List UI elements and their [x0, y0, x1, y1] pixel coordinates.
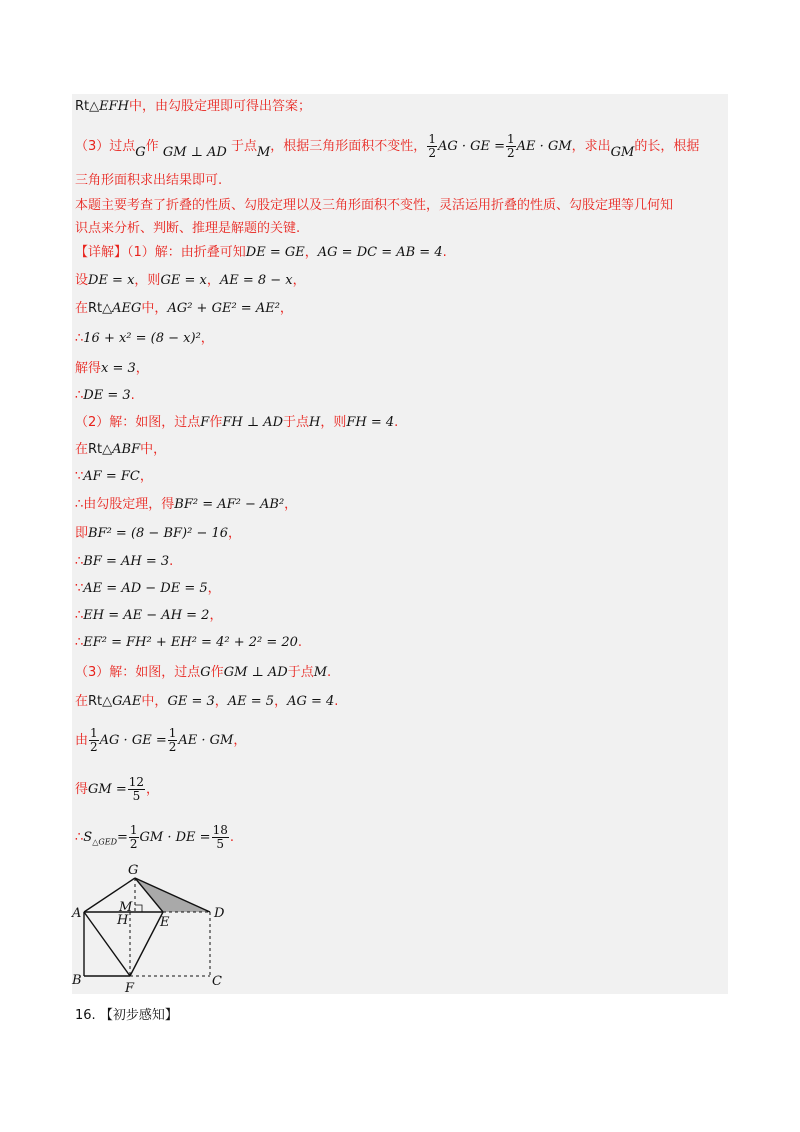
- fraction-half: $\frac{1}{2}$: [428, 132, 436, 160]
- fraction-half: $\frac{1}{2}$: [507, 132, 515, 160]
- text-segment: （3）过点: [75, 139, 136, 154]
- math-point-g: G: [135, 145, 146, 160]
- therefore-symbol: ∴: [75, 331, 84, 346]
- therefore-symbol: ∴: [75, 388, 84, 403]
- label-a: A: [72, 906, 82, 921]
- rt-triangle-label: Rt△: [75, 99, 100, 114]
- label-c: C: [212, 974, 222, 989]
- math-pythag: AG² + GE² = AE²: [167, 301, 280, 316]
- text-line-24: 得GM = $\frac{12}{5}$ ，: [75, 775, 160, 803]
- label-h: H: [117, 913, 129, 928]
- math-eq-left: AG · GE =: [437, 139, 506, 154]
- label-d: D: [214, 906, 225, 921]
- label-g: G: [128, 863, 139, 878]
- text-line-18: ∵AE = AD − DE = 5，: [75, 581, 221, 596]
- text-line-17: ∴BF = AH = 3.: [75, 554, 174, 569]
- text-line-11: ∴DE = 3.: [75, 388, 135, 403]
- geometry-figure: [64, 858, 244, 994]
- text-line-19: ∴EH = AE − AH = 2，: [75, 608, 223, 623]
- text-line-3: 三角形面积求出结果即可.: [75, 173, 223, 188]
- next-question-header: [75, 1004, 178, 1023]
- math-ag-dc-ab: AG = DC = AB = 4: [317, 245, 443, 260]
- text-line-12: （2）解：如图，过点F作FH ⊥ AD于点H，则FH = 4.: [75, 415, 399, 430]
- question-title: 【初步感知】: [99, 1008, 178, 1023]
- because-symbol: ∵: [75, 469, 84, 484]
- question-number: 16.: [75, 1008, 96, 1023]
- text-segment: 作: [145, 139, 159, 154]
- math-point-m: M: [256, 145, 271, 160]
- label-m: M: [119, 900, 133, 915]
- text-segment: ，求出: [571, 139, 611, 154]
- math-de-ge: DE = GE: [245, 245, 305, 260]
- text-line-10: 解得x = 3，: [75, 361, 149, 376]
- text-line-20: ∴EF² = FH² + EH² = 4² + 2² = 20.: [75, 635, 303, 650]
- text-line-15: ∴由勾股定理，得BF² = AF² − AB²，: [75, 497, 298, 512]
- math-gm: GM: [610, 145, 635, 160]
- text-line-16: 即BF² = (8 − BF)² − 16，: [75, 526, 242, 541]
- detail-tag: 【详解】: [75, 245, 128, 260]
- math-ge-x: GE = x: [160, 273, 207, 288]
- math-eq-right: AE · GM: [516, 139, 572, 154]
- label-b: B: [72, 973, 82, 988]
- text-segment: 中，由勾股定理即可得出答案；: [129, 99, 312, 114]
- label-f: F: [125, 981, 135, 994]
- text-line-4: 本题主要考查了折叠的性质、勾股定理以及三角形面积不变性，灵活运用折叠的性质、勾股定理等几何知: [75, 198, 674, 213]
- text-segment: 的长，根据: [634, 139, 700, 154]
- text-segment: （1）解：由折叠可知: [127, 245, 246, 260]
- text-segment: 于点: [230, 139, 257, 154]
- text-line-6: 【详解】（1）解：由折叠可知DE = GE，AG = DC = AB = 4.: [75, 245, 447, 260]
- text-line-1: [75, 98, 311, 116]
- text-line-25: $\therefore S_{\triangle GED}=$ $\frac{1}{2}$ GM · DE = $\frac{18}{5}$ .: [75, 823, 234, 851]
- text-line-23: 由 $\frac{1}{2}$ AG · GE = $\frac{1}{2}$ AE · GM，: [75, 726, 247, 754]
- math-efh: EFH: [99, 99, 129, 114]
- text-line-5: 识点来分析、判断、推理是解题的关键.: [75, 221, 301, 236]
- text-line-21: （3）解：如图，过点G作GM ⊥ AD于点M.: [75, 665, 332, 680]
- text-line-14: ∵AF = FC，: [75, 469, 153, 484]
- math-gm-perp-ad: GM ⊥ AD: [162, 145, 227, 160]
- math-ae: AE = 8 − x: [219, 273, 293, 288]
- math-de-x: DE = x: [88, 273, 135, 288]
- text-line-7: 设DE = x，则GE = x，AE = 8 − x，: [75, 273, 306, 288]
- text-segment: ，根据三角形面积不变性，: [270, 139, 427, 154]
- text-line-9: ∴16 + x² = (8 − x)²，: [75, 331, 214, 346]
- text-line-13: 在Rt△ABF中，: [75, 442, 167, 457]
- label-e: E: [160, 915, 170, 930]
- text-line-22: 在Rt△GAE中，GE = 3，AE = 5，AG = 4.: [75, 694, 339, 709]
- text-line-2: [75, 133, 699, 160]
- text-line-8: 在Rt△AEG中，AG² + GE² = AE²，: [75, 301, 293, 316]
